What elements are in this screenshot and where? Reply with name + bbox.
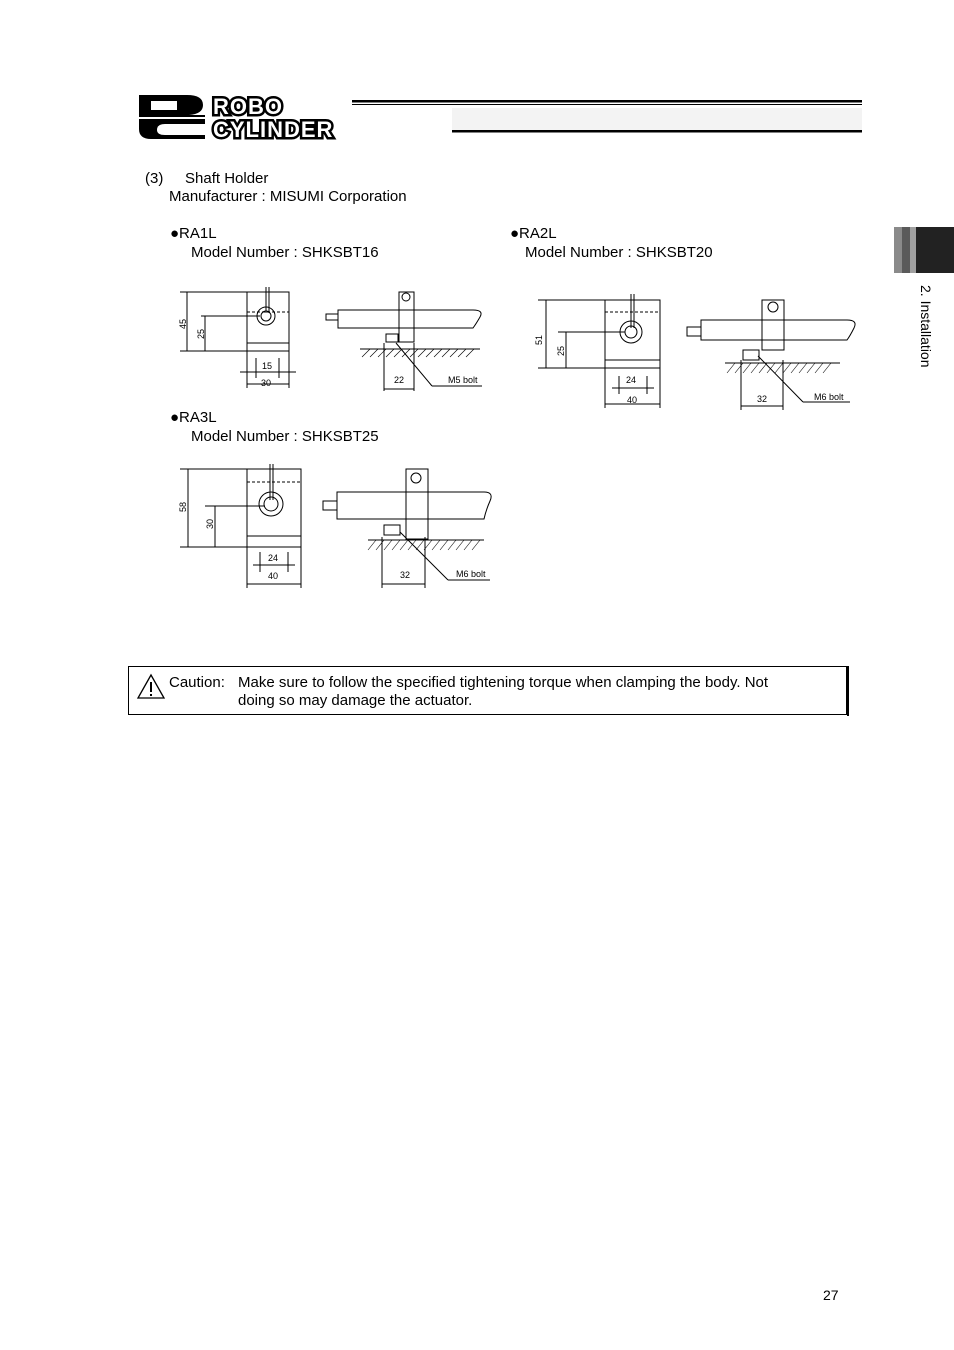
ra3l-center-dim: 30 — [205, 518, 215, 529]
ra2l-inner-dim: 24 — [626, 375, 637, 385]
caution-label: Caution: — [169, 674, 225, 691]
ra3l-width-dim: 40 — [268, 571, 279, 581]
page-number: 27 — [823, 1287, 839, 1303]
ra1l-bolt-label: M5 bolt — [448, 375, 478, 385]
ra2l-shaft-holder-drawing — [530, 290, 860, 412]
ra1l-inner-dim: 15 — [262, 361, 273, 371]
ra3l-inner-dim: 24 — [268, 553, 279, 563]
model-ra2l-number: Model Number : SHKSBT20 — [525, 244, 713, 261]
caution-box — [128, 666, 847, 715]
header-rule — [352, 100, 862, 134]
model-ra1l-number: Model Number : SHKSBT16 — [191, 244, 379, 261]
logo-word-cylinder: CYLINDER — [213, 117, 334, 141]
ra2l-width-dim: 40 — [627, 395, 638, 405]
ra1l-shaft-holder-drawing — [170, 283, 490, 393]
ra1l-width-dim: 30 — [261, 378, 272, 388]
ra2l-bolt-label: M6 bolt — [814, 392, 844, 402]
warning-icon — [136, 673, 166, 700]
ra3l-height-dim: 58 — [178, 501, 188, 512]
caution-text-line2: doing so may damage the actuator. — [238, 692, 473, 709]
section-tab — [894, 227, 954, 273]
logo-word-robo: ROBO — [213, 94, 283, 119]
ra3l-offset-dim: 32 — [400, 570, 411, 580]
ra1l-height-dim: 45 — [178, 318, 188, 329]
side-tab-label: 2. Installation — [918, 285, 934, 368]
caution-text-line1: Make sure to follow the specified tightening torque when clamping the body. Not — [238, 674, 769, 691]
ra3l-bolt-label: M6 bolt — [456, 569, 486, 579]
ra1l-offset-dim: 22 — [394, 375, 405, 385]
model-ra1l-name: ●RA1L — [170, 225, 217, 242]
ra2l-height-dim: 51 — [534, 334, 544, 345]
ra3l-shaft-holder-drawing — [170, 462, 495, 592]
ra2l-offset-dim: 32 — [757, 394, 768, 404]
section-number: (3) — [145, 170, 164, 187]
model-ra3l-name: ●RA3L — [170, 409, 217, 426]
model-ra3l-number: Model Number : SHKSBT25 — [191, 428, 379, 445]
ra2l-center-dim: 25 — [556, 345, 566, 356]
section-title: Shaft Holder — [185, 170, 269, 187]
model-ra2l-name: ●RA2L — [510, 225, 557, 242]
ra1l-center-dim: 25 — [196, 328, 206, 339]
manufacturer: Manufacturer : MISUMI Corporation — [169, 188, 407, 205]
